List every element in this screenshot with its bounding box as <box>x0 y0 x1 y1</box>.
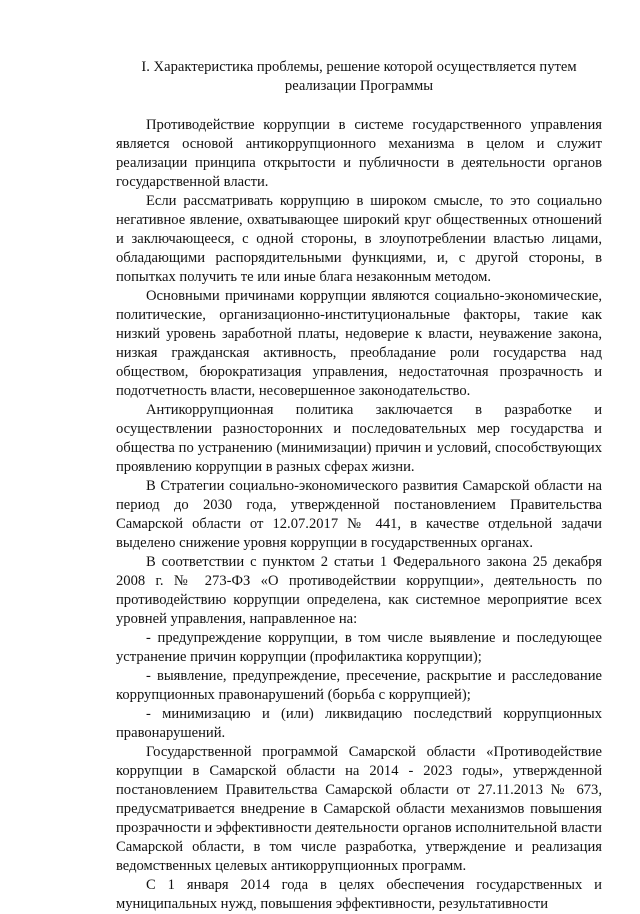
paragraph-8: С 1 января 2014 года в целях обеспечения государственных и муниципальных нужд, повышения эффективности, результативности <box>116 877 602 912</box>
paragraph-4: Антикоррупционная политика заключается в разработке и осуществлении разносторонних и последовательных мер государства и общества по устранению (минимизации) причин и условий, способствующих проявлению коррупции в разных сферах жизни. <box>116 402 602 475</box>
list-item-2: - выявление, предупреждение, пресечение, раскрытие и расследование коррупционных правонарушений (борьба с коррупцией); <box>116 668 602 703</box>
paragraph-6: В соответствии с пунктом 2 статьи 1 Федерального закона 25 декабря 2008 г. № 273-ФЗ «О противодействии коррупции», деятельность по противодействию коррупции определена, как системное мероприятие всех уровней управления, направленное на: <box>116 554 602 627</box>
section-title: I. Характеристика проблемы, решение которой осуществляется путем реализации Программы <box>141 59 577 94</box>
paragraph-5: В Стратегии социально-экономического развития Самарской области на период до 2030 года, утвержденной постановлением Правительства Самарской области от 12.07.2017 № 441, в качестве отдельной задачи выделено снижение уровня коррупции в государственных органах. <box>116 478 602 551</box>
paragraph-7: Государственной программой Самарской области «Противодействие коррупции в Самарской области на 2014 - 2023 годы», утвержденной постановлением Правительства Самарской области от 27.11.2013 № 673, предусматривается внедрение в Самарской области механизмов повышения прозрачности и эффективности деятельности органов исполнительной власти Самарской области, в том числе разработка, утверждение и реализация ведомственных целевых антикоррупционных программ. <box>116 744 602 874</box>
document-body <box>116 58 602 914</box>
paragraph-2: Если рассматривать коррупцию в широком смысле, то это социально негативное явление, охватывающее широкий круг общественных отношений и заключающееся, с одной стороны, в злоупотреблении властью лицами, обладающими распорядительными функциями, и, с другой стороны, в попытках получить те или иные блага незаконным методом. <box>116 193 602 285</box>
list-item-1: - предупреждение коррупции, в том числе выявление и последующее устранение причин коррупции (профилактика коррупции); <box>116 630 602 665</box>
paragraph-3: Основными причинами коррупции являются социально-экономические, политические, организационно-институциональные факторы, такие как низкий уровень заработной платы, недоверие к власти, неуважение закона, низкая гражданская активность, преобладание роли государства над обществом, бюрократизация управления, недостаточная прозрачность и подотчетность власти, несовершенное законодательство. <box>116 288 602 399</box>
paragraph-1: Противодействие коррупции в системе государственного управления является основой антикоррупционного механизма в целом и служит реализации принципа открытости и публичности в деятельности органов государственной власти. <box>116 117 602 190</box>
list-item-3: - минимизацию и (или) ликвидацию последствий коррупционных правонарушений. <box>116 706 602 741</box>
